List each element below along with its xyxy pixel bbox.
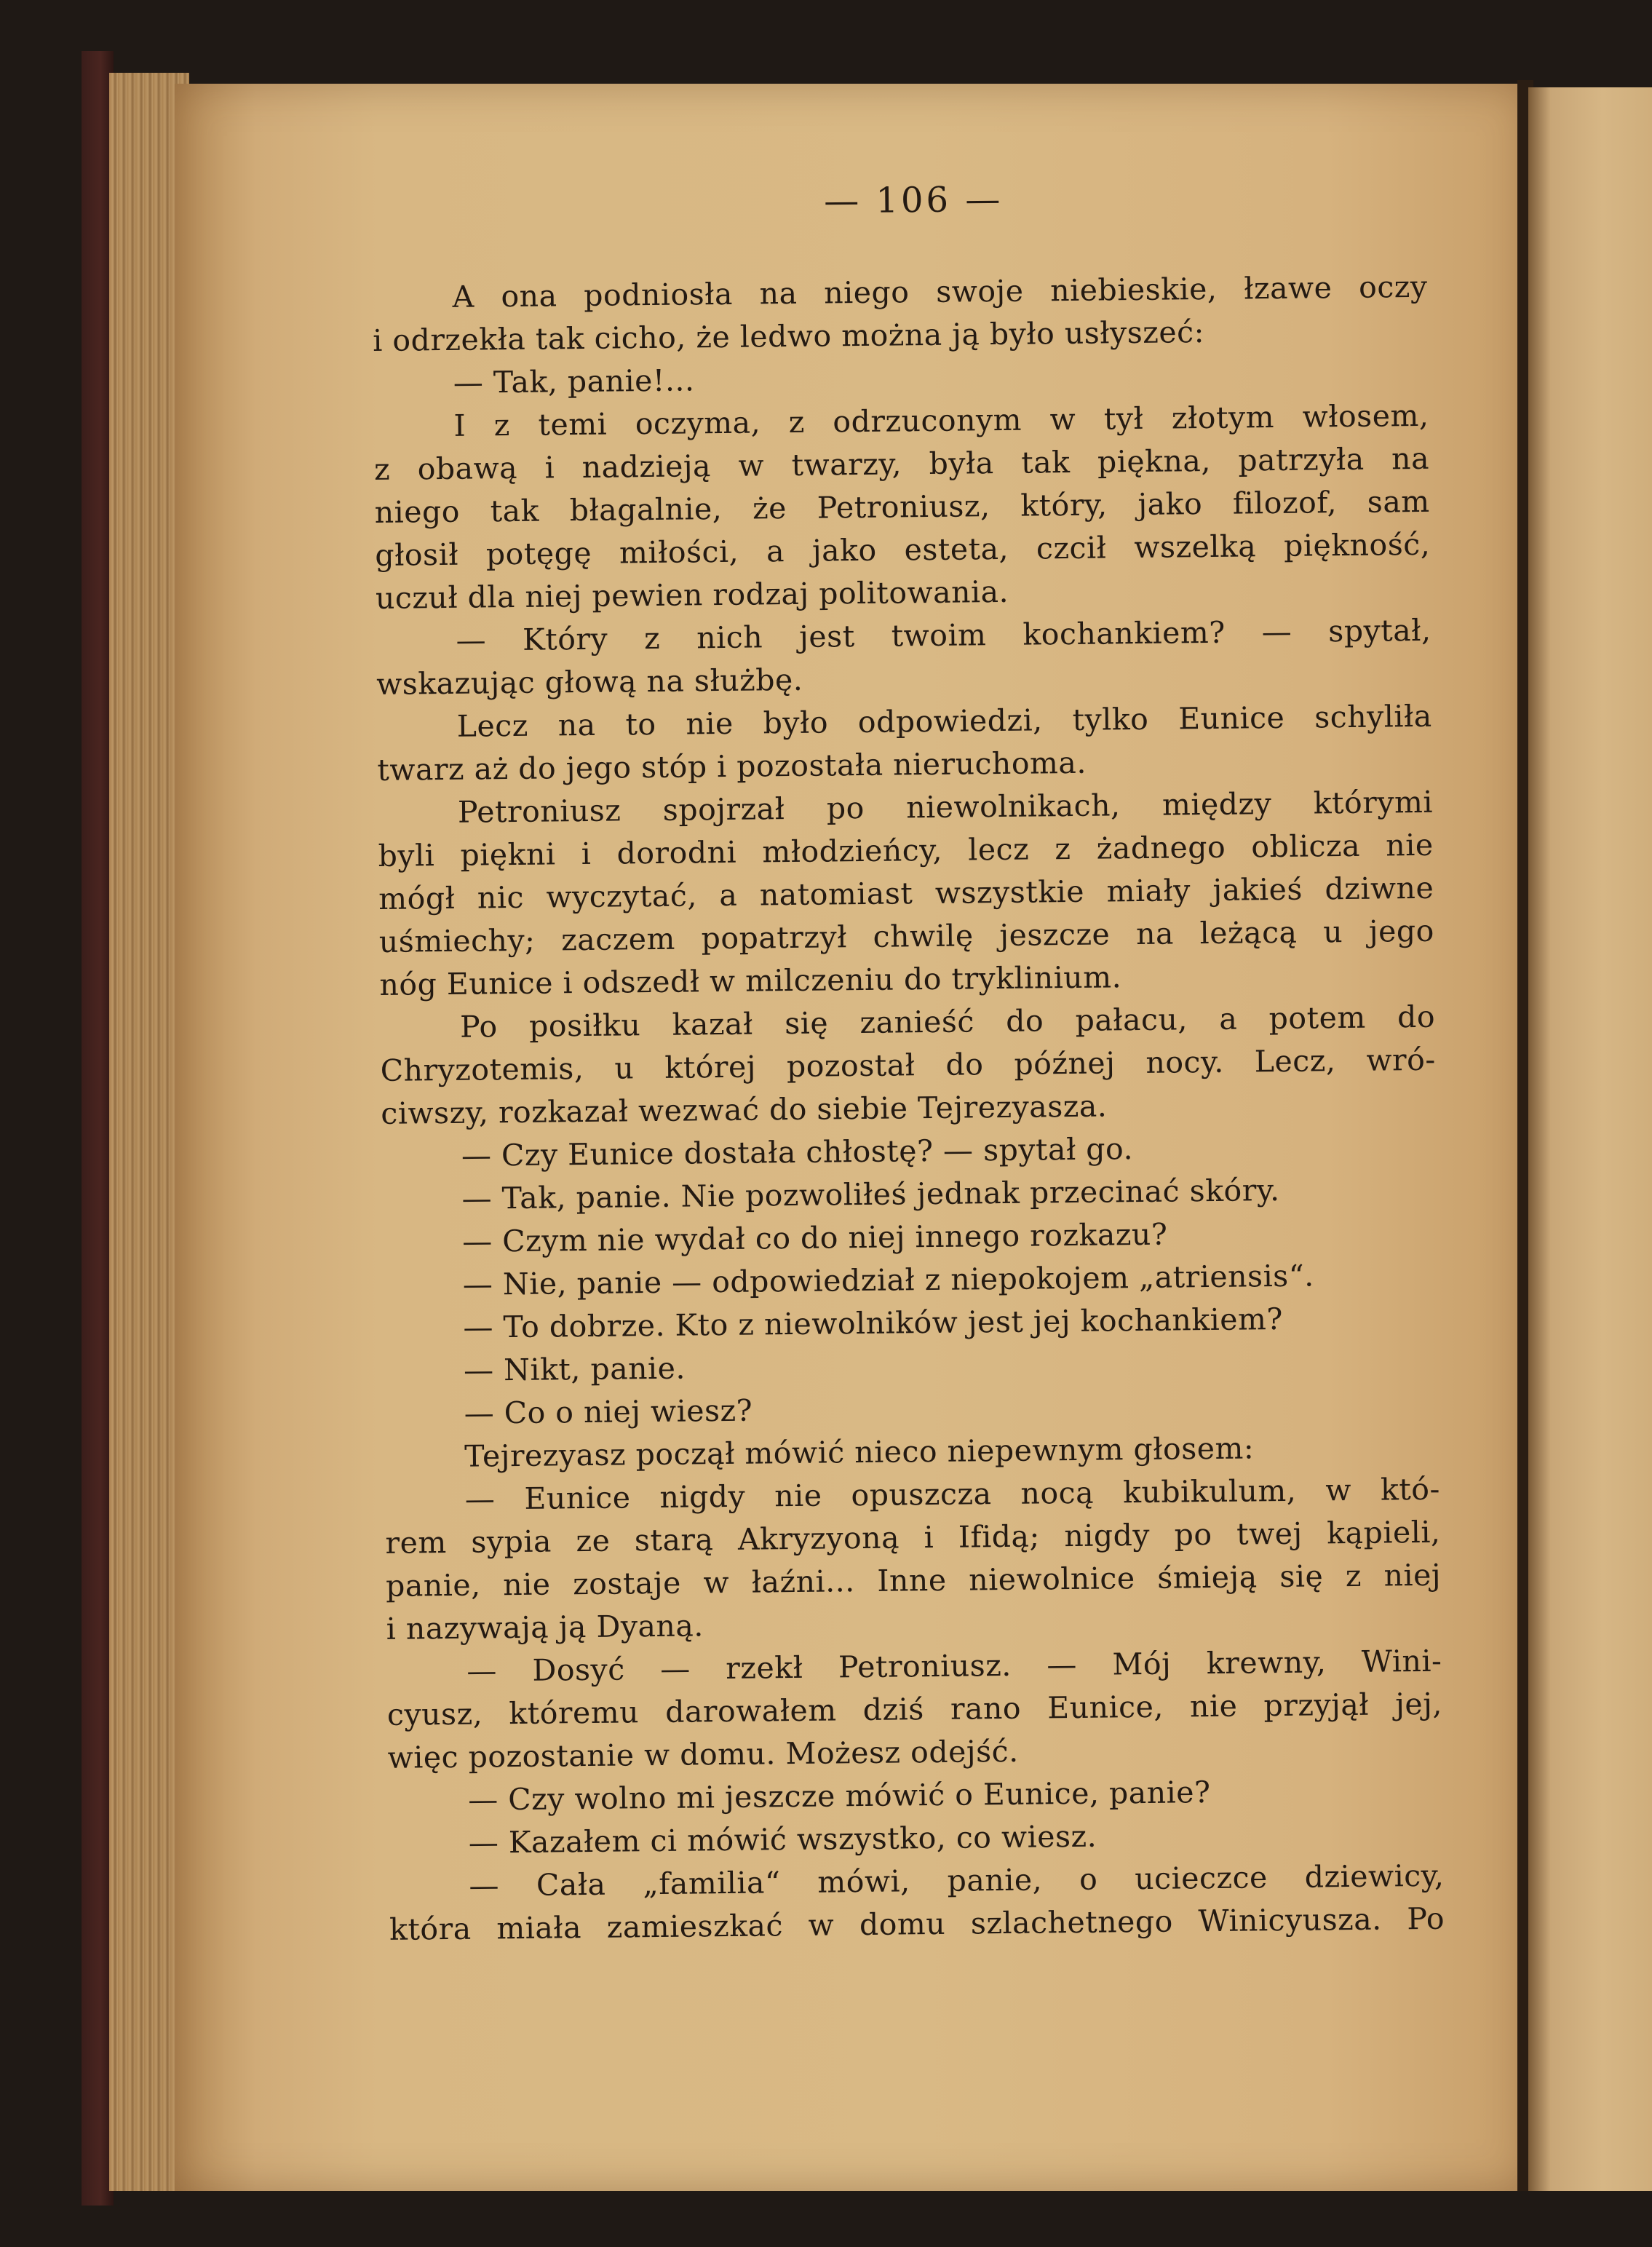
page-number: — 106 — — [823, 178, 1004, 222]
text-line: nóg Eunice i odszedł w milczeniu do tryklinium. — [379, 959, 1122, 1002]
text-line: — Czy Eunice dostała chłostę? — spytał go. — [461, 1131, 1134, 1173]
text-line: która miała zamieszkać w domu szlachetnego Winicyusza. Po — [389, 1901, 1445, 1947]
text-line: — Kazałem ci mówić wszystko, co wiesz. — [468, 1818, 1097, 1860]
page-text — [371, 175, 1445, 1951]
text-line: więc pozostanie w domu. Możesz odejść. — [387, 1733, 1019, 1775]
text-line: — Co o niej wiesz? — [464, 1392, 753, 1431]
text-line: rem sypia ze starą Akryzyoną i Ifidą; nigdy po twej kąpieli, — [385, 1514, 1441, 1561]
text-lines — [372, 266, 1445, 1951]
text-line: Lecz na to nie było odpowiedzi, tylko Eunice schyliła — [456, 698, 1432, 744]
text-line: — Cała „familia“ mówi, panie, o ucieczce dziewicy, — [469, 1858, 1445, 1903]
text-line: niego tak błagalnie, że Petroniusz, który, jako filozof, sam — [374, 483, 1430, 530]
text-line: wskazując głową na służbę. — [376, 662, 803, 702]
text-line: Petroniusz spojrzał po niewolnikach, między którymi — [457, 784, 1434, 830]
text-line: Tejrezyasz począł mówić nieco niepewnym głosem: — [464, 1430, 1255, 1474]
text-line: — Nie, panie — odpowiedział z niepokojem „atriensis“. — [462, 1258, 1314, 1302]
text-line: cyusz, któremu darowałem dziś rano Eunice, nie przyjął jej, — [386, 1686, 1443, 1732]
text-line: — Czym nie wydał co do niej innego rozkazu? — [461, 1216, 1168, 1259]
text-line: A ona podniosła na niego swoje niebieskie, łzawe oczy — [452, 269, 1428, 314]
text-line: Chryzotemis, u której pozostał do późnej nocy. Lecz, wró- — [380, 1042, 1436, 1088]
text-line: twarz aż do jego stóp i pozostała nieruchoma. — [377, 745, 1087, 788]
text-line: — To dobrze. Kto z niewolników jest jej kochankiem? — [463, 1301, 1284, 1345]
text-line: — Tak, panie. Nie pozwoliłeś jednak przecinać skóry. — [461, 1173, 1280, 1216]
text-line: Po posiłku kazał się zanieść do pałacu, a potem do — [459, 999, 1436, 1045]
facing-page-edge — [1528, 87, 1652, 2191]
text-line: — Tak, panie!... — [453, 362, 695, 400]
text-line: I z temi oczyma, z odrzuconym w tył złotym włosem, — [453, 397, 1429, 443]
text-line: — Który z nich jest twoim kochankiem? — spytał, — [456, 612, 1431, 658]
text-line: — Nikt, panie. — [463, 1350, 686, 1388]
text-line: — Eunice nigdy nie opuszcza nocą kubikulum, w któ- — [464, 1471, 1441, 1517]
text-line: ciwszy, rozkazał wezwać do siebie Tejrezyasza. — [381, 1088, 1108, 1131]
text-line: uśmiechy; zaczem popatrzył chwilę jeszcze na leżącą u jego — [378, 913, 1435, 959]
text-line: byli piękni i dorodni młodzieńcy, lecz z żadnego oblicza nie — [378, 827, 1434, 873]
text-line: panie, nie zostaje w łaźni... Inne niewolnice śmieją się z niej — [385, 1557, 1442, 1604]
text-line: i odrzekła tak cicho, że ledwo można ją było usłyszeć: — [372, 314, 1205, 358]
text-line: — Dosyć — rzekł Petroniusz. — Mój krewny, Wini- — [466, 1643, 1442, 1689]
text-line: z obawą i nadzieją w twarzy, była tak piękna, patrzyła na — [373, 440, 1430, 487]
text-line: głosił potęgę miłości, a jako esteta, czcił wszelką piękność, — [375, 526, 1431, 573]
text-line: — Czy wolno mi jeszcze mówić o Eunice, panie? — [467, 1775, 1211, 1818]
text-line: i nazywają ją Dyaną. — [386, 1608, 704, 1646]
text-line: uczuł dla niej pewien rodzaj politowania. — [375, 574, 1009, 616]
text-line: mógł nic wyczytać, a natomiast wszystkie miały jakieś dziwne — [378, 870, 1434, 916]
